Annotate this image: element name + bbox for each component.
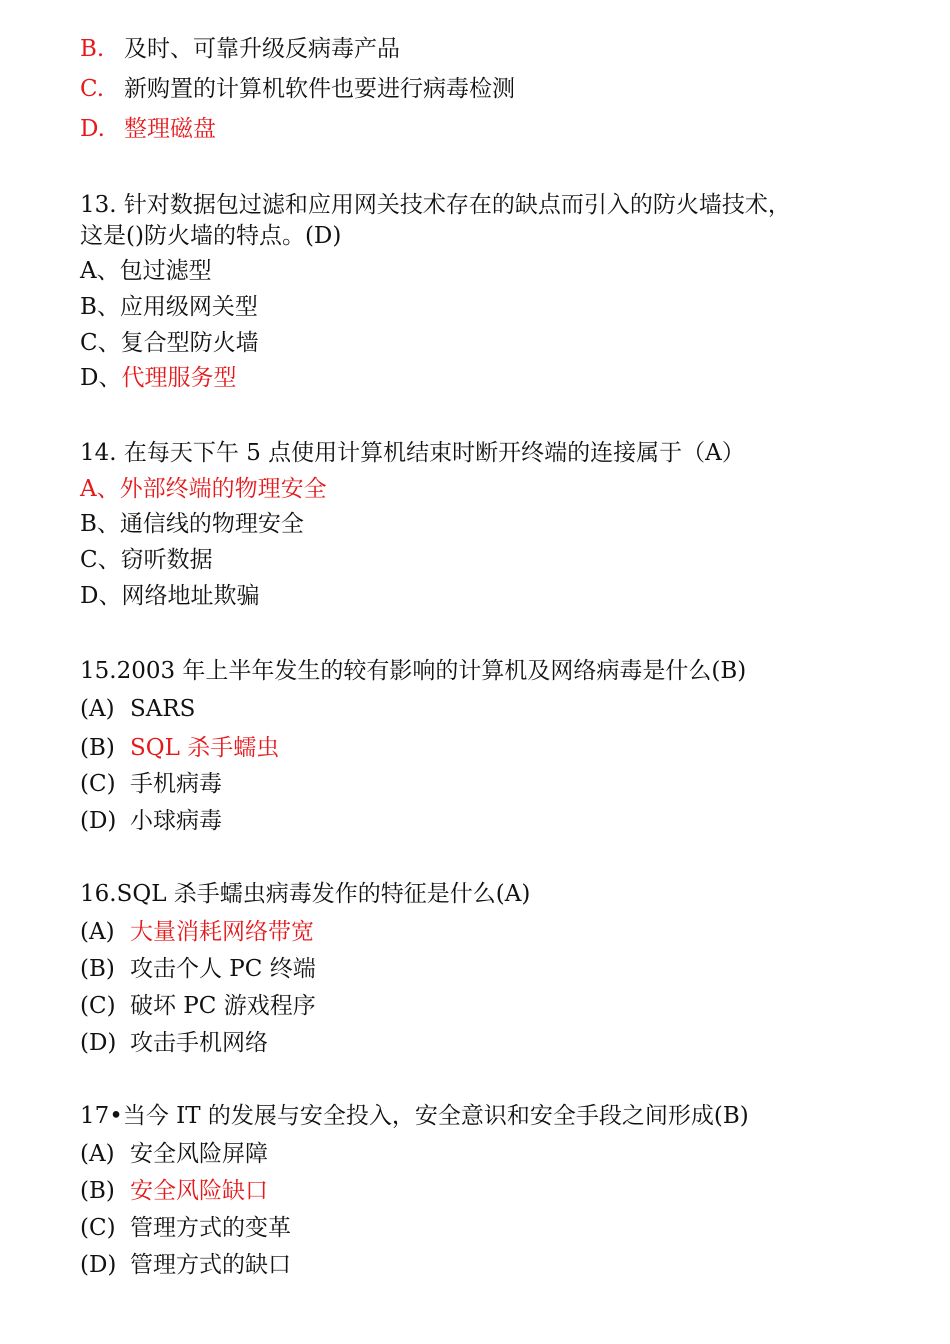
option-label: B.	[80, 36, 105, 62]
option-text: 小球病毒	[130, 808, 222, 834]
option-text: 代理服务型	[121, 365, 237, 391]
q13-stem-line1: 13. 针对数据包过滤和应用网关技术存在的缺点而引入的防火墙技术，	[80, 192, 791, 218]
q16-option-c	[80, 992, 316, 1020]
option-text: 管理方式的变革	[130, 1215, 291, 1241]
option-label: (B)	[80, 956, 115, 982]
option-label: (D)	[80, 808, 117, 834]
q17-option-c	[80, 1214, 291, 1242]
option-label: B、	[80, 294, 120, 320]
option-text: 新购置的计算机软件也要进行病毒检测	[124, 76, 515, 102]
q12-option-c	[80, 75, 515, 103]
option-label: (A)	[80, 919, 115, 945]
q15-option-d	[80, 807, 222, 835]
q16-option-d	[80, 1029, 268, 1057]
q16-option-b	[80, 955, 316, 983]
option-label: A、	[80, 476, 120, 502]
q13-option-b	[80, 293, 258, 321]
q17-option-b	[80, 1177, 268, 1205]
q16-stem: 16.SQL 杀手蠕虫病毒发作的特征是什么(A)	[80, 881, 531, 907]
q17-option-a	[80, 1140, 268, 1168]
option-label: C、	[80, 547, 121, 573]
option-text: 安全风险缺口	[130, 1178, 268, 1204]
option-label: (C)	[80, 771, 116, 797]
option-label: (A)	[80, 696, 115, 722]
q15-option-a	[80, 695, 195, 723]
option-label: A、	[80, 258, 120, 284]
option-text: SARS	[130, 696, 196, 722]
option-text: 网络地址欺骗	[121, 583, 260, 609]
q17-stem: 17•当今 IT 的发展与安全投入，安全意识和安全手段之间形成(B)	[80, 1103, 749, 1129]
q13-stem-line2: 这是()防火墙的特点。(D)	[80, 223, 342, 249]
q17-option-d	[80, 1251, 291, 1279]
q14-option-a	[80, 475, 327, 503]
q14-option-c	[80, 546, 213, 574]
option-label: B、	[80, 511, 120, 537]
option-text: 整理磁盘	[124, 116, 216, 142]
q15-stem: 15.2003 年上半年发生的较有影响的计算机及网络病毒是什么(B)	[80, 658, 747, 684]
option-label: (D)	[80, 1030, 117, 1056]
option-text: 手机病毒	[130, 771, 222, 797]
q13-option-d	[80, 364, 236, 392]
option-label: (D)	[80, 1252, 117, 1278]
option-label: (C)	[80, 1215, 116, 1241]
option-label: D.	[80, 116, 105, 142]
option-label: (A)	[80, 1141, 115, 1167]
option-text: 外部终端的物理安全	[119, 476, 327, 502]
option-label: D、	[80, 365, 122, 391]
option-label: C、	[80, 330, 121, 356]
option-text: 窃听数据	[120, 547, 213, 573]
option-text: 应用级网关型	[119, 294, 258, 320]
q14-stem: 14. 在每天下午 5 点使用计算机结束时断开终端的连接属于（A）	[80, 440, 745, 466]
option-text: 大量消耗网络带宽	[130, 919, 314, 945]
q14-option-d	[80, 582, 259, 610]
option-label: (C)	[80, 993, 116, 1019]
option-label: (B)	[80, 735, 115, 761]
option-label: (B)	[80, 1178, 115, 1204]
q13-option-c	[80, 329, 259, 357]
option-label: C.	[80, 76, 105, 102]
q16-option-a	[80, 918, 314, 946]
q13-option-a	[80, 257, 212, 285]
q14-option-b	[80, 510, 304, 538]
option-text: 破坏 PC 游戏程序	[130, 993, 316, 1019]
q15-option-c	[80, 770, 222, 798]
option-text: 及时、可靠升级反病毒产品	[124, 36, 400, 62]
option-label: D、	[80, 583, 122, 609]
option-text: SQL 杀手蠕虫	[130, 735, 280, 761]
q15-option-b	[80, 734, 279, 762]
option-text: 管理方式的缺口	[130, 1252, 291, 1278]
option-text: 安全风险屏障	[130, 1141, 268, 1167]
q12-option-d	[80, 115, 216, 143]
option-text: 包过滤型	[119, 258, 212, 284]
option-text: 通信线的物理安全	[119, 511, 304, 537]
option-text: 攻击个人 PC 终端	[130, 956, 316, 982]
option-text: 复合型防火墙	[120, 330, 259, 356]
option-text: 攻击手机网络	[130, 1030, 268, 1056]
q12-option-b	[80, 35, 400, 63]
